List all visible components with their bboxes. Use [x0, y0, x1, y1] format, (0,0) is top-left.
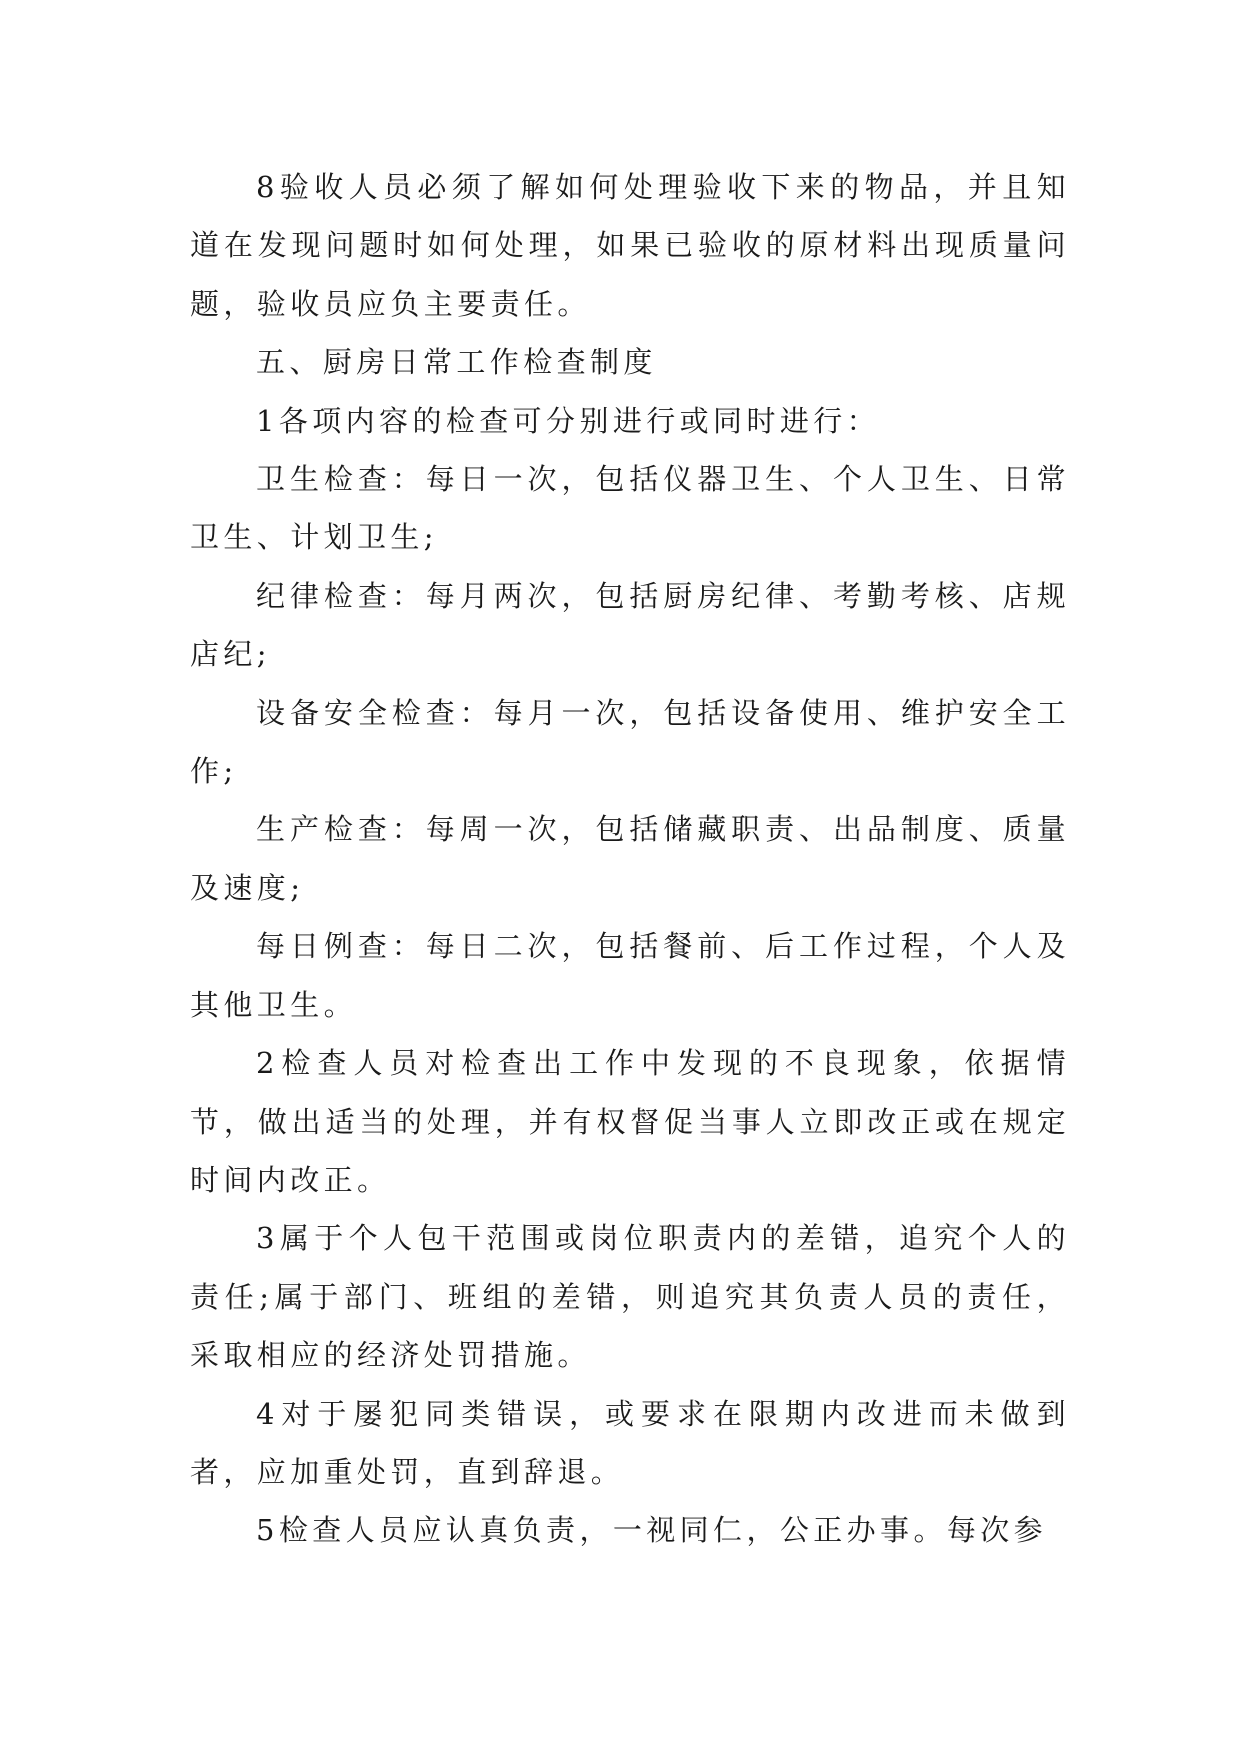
paragraph-repeat-offense: 4对于屡犯同类错误，或要求在限期内改进而未做到者，应加重处罚，直到辞退。: [190, 1396, 1070, 1489]
paragraph-daily-routine-check: 每日例查：每日二次，包括餐前、后工作过程，个人及其他卫生。: [190, 929, 1070, 1022]
section-heading-kitchen-inspection: 五、厨房日常工作检查制度: [256, 345, 657, 380]
paragraph-receiving-responsibility: 8验收人员必须了解如何处理验收下来的物品，并且知道在发现问题时如何处理，如果已验收的原材料出现质量问题，验收员应负主要责任。: [190, 170, 1070, 321]
paragraph-hygiene-check: 卫生检查：每日一次，包括仪器卫生、个人卫生、日常卫生、计划卫生;: [190, 462, 1070, 555]
paragraph-inspection-items: 1各项内容的检查可分别进行或同时进行：: [256, 403, 881, 438]
paragraph-equipment-safety-check: 设备安全检查：每月一次，包括设备使用、维护安全工作;: [190, 695, 1070, 789]
paragraph-production-check: 生产检查：每周一次，包括储藏职责、出品制度、质量及速度;: [190, 812, 1070, 905]
paragraph-accountability: 3属于个人包干范围或岗位职责内的差错，追究个人的责任;属于部门、班组的差错，则追究其负责人员的责任，采取相应的经济处罚措施。: [190, 1221, 1070, 1373]
paragraph-inspector-conduct: 5检查人员应认真负责，一视同仁，公正办事。每次参: [256, 1513, 1048, 1548]
paragraph-handling-issues: 2检查人员对检查出工作中发现的不良现象，依据情节，做出适当的处理，并有权督促当事人立即改正或在规定时间内改正。: [190, 1046, 1070, 1197]
paragraph-discipline-check: 纪律检查：每月两次，包括厨房纪律、考勤考核、店规店纪;: [190, 578, 1070, 672]
document-body: [190, 158, 1070, 1560]
